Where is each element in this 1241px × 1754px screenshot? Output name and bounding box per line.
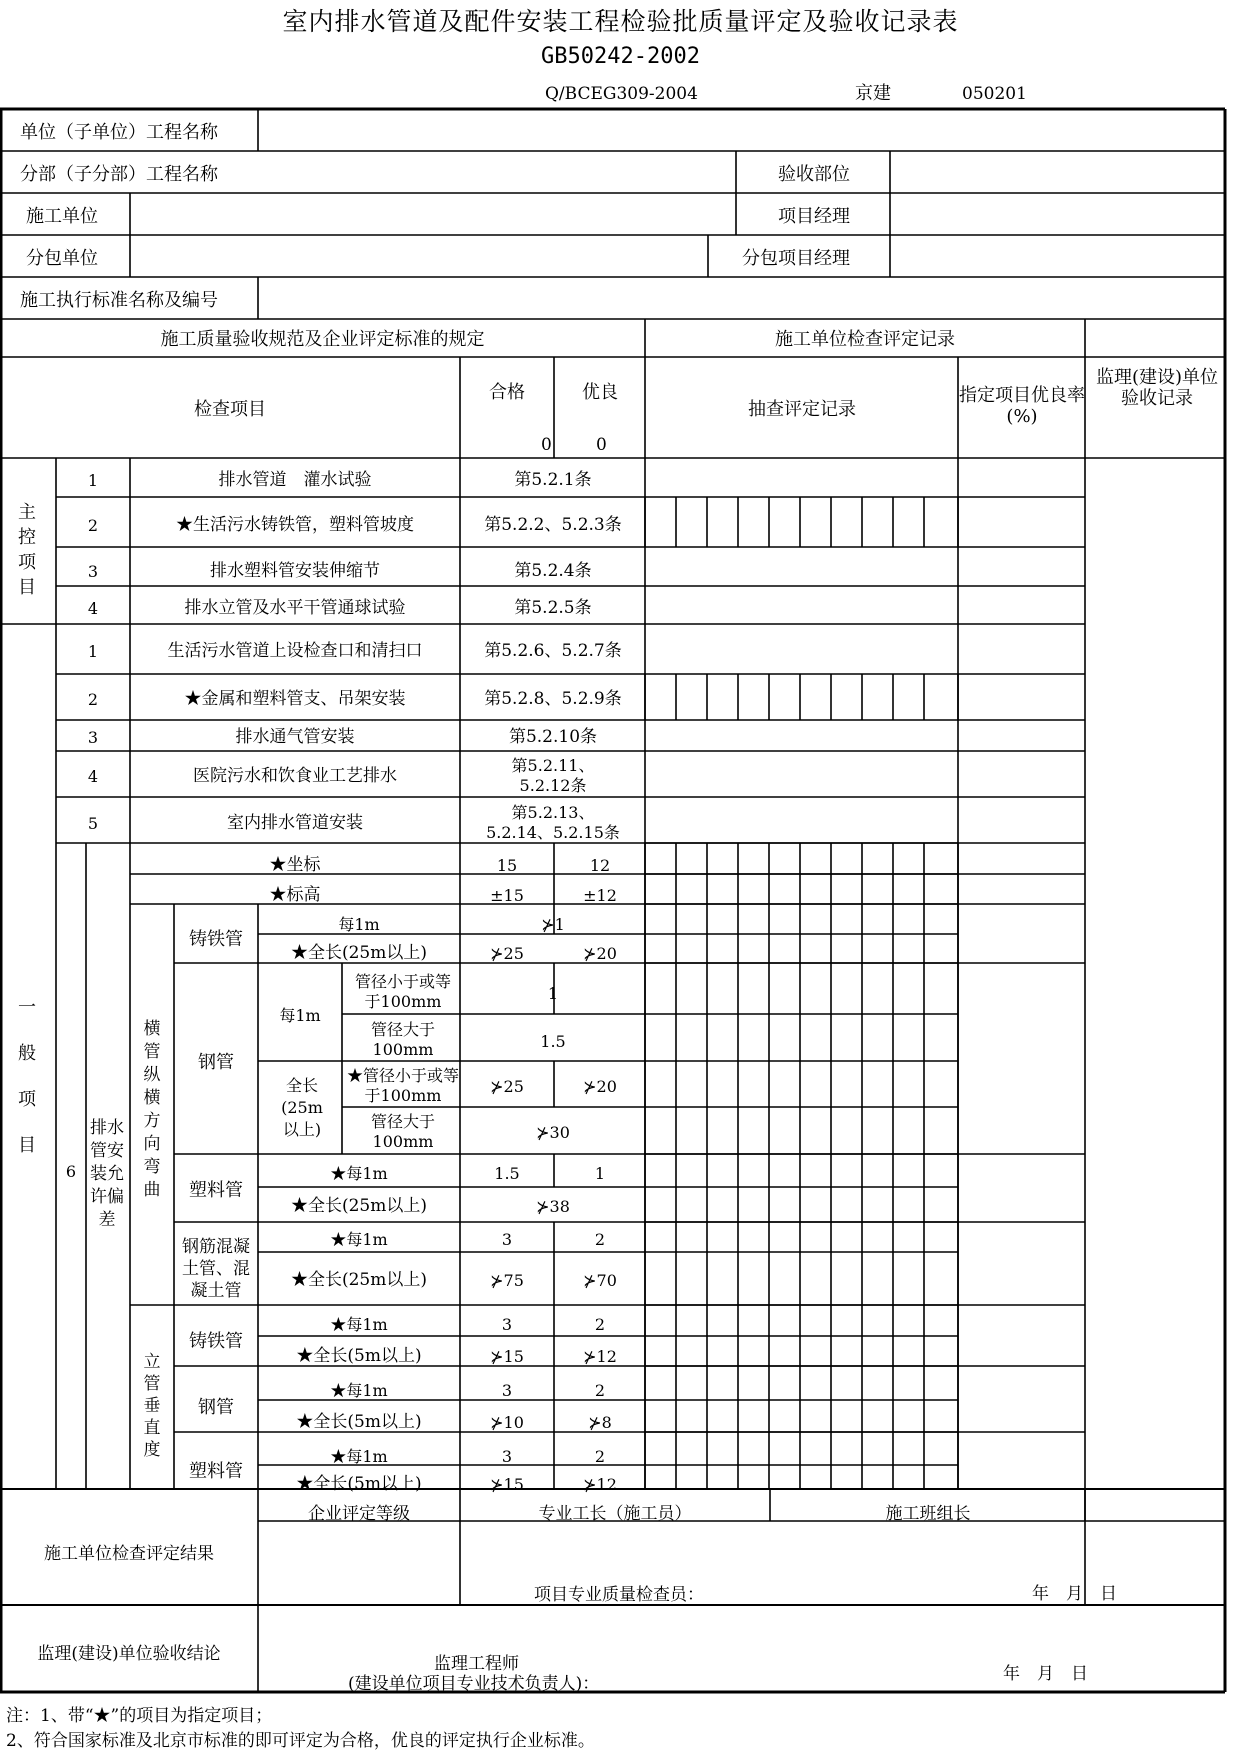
mc-row-2-item: ★生活污水铸铁管，塑料管坡度 (176, 515, 414, 535)
mc-row-4-no: 4 (87, 599, 99, 618)
h-concrete-label: 钢筋混凝土管、混凝土管 (182, 1237, 250, 1301)
v-ci-full-item: ★全长(5m以上) (296, 1346, 422, 1366)
national-standard: GB50242-2002 (541, 44, 700, 69)
mc-row-1-no: 1 (87, 471, 99, 490)
mc-row-4-item: 排水立管及水平干管通球试验 (184, 598, 406, 618)
excellent-rate-header: 指定项目优良率(%) (959, 385, 1085, 427)
region-label: 京建 (855, 83, 891, 104)
h-pl-per1m-q: 1.5 (494, 1164, 520, 1183)
construction-unit-label: 施工单位 (26, 206, 98, 227)
v-pl-per1m-q: 3 (501, 1447, 513, 1466)
main-control-label: 主控项目 (18, 502, 36, 598)
v-ci-per1m-item: ★每1m (330, 1315, 388, 1334)
v-pl-full-q: ⊁15 (490, 1475, 524, 1494)
check-item-header: 检查项目 (194, 399, 266, 420)
h-pl-per1m-e: 1 (594, 1164, 606, 1183)
coord-q: 15 (496, 856, 518, 875)
engineer-sub-label: (建设单位项目专业技术负责人)： (348, 1674, 600, 1694)
unit-name-label: 单位（子单位）工程名称 (20, 122, 218, 143)
h-pl-full-val: ⊁38 (536, 1197, 570, 1216)
gen-row-1-no: 1 (87, 642, 99, 661)
h-steel-d-small-val: 1 (547, 984, 559, 1003)
v-ci-per1m-e: 2 (594, 1315, 606, 1334)
elev-q: ±15 (490, 886, 524, 905)
mc-row-2-no: 2 (87, 516, 99, 535)
acceptance-part-label: 验收部位 (778, 164, 850, 185)
h-steel-d-small: 管径小于或等于100mm (354, 972, 451, 1011)
coord-item: ★坐标 (269, 855, 321, 875)
h-pl-per1m-item: ★每1m (330, 1164, 388, 1183)
general-label: 一般项目 (18, 997, 36, 1156)
v-cast-iron-label: 铸铁管 (189, 1331, 243, 1352)
h-ci-full-q: ⊁25 (490, 944, 524, 963)
deviation-group-label: 排水管安装允许偏差 (90, 1118, 124, 1230)
horizontal-bend-label: 横管纵横方向弯曲 (143, 1019, 161, 1200)
h-steel-per1m: 每1m (279, 1006, 321, 1025)
gen-row-4-no: 4 (87, 767, 99, 786)
v-ci-per1m-q: 3 (501, 1315, 513, 1334)
h-cc-full-e: ⊁70 (583, 1271, 617, 1290)
gen-row-3-item: 排水通气管安装 (235, 727, 355, 747)
spec-header: 施工质量验收规范及企业评定标准的规定 (160, 329, 485, 350)
mc-row-3-no: 3 (87, 562, 99, 581)
h-steel-full-large-val: ⊁30 (536, 1123, 570, 1142)
v-pl-per1m-e: 2 (594, 1447, 606, 1466)
h-steel-full-small-e: ⊁20 (583, 1077, 617, 1096)
gen-row-2-clause: 第5.2.8、5.2.9条 (484, 689, 622, 709)
h-steel-d-large: 管径大于100mm (370, 1020, 435, 1059)
elev-item: ★标高 (269, 885, 321, 905)
team-leader-label: 施工班组长 (885, 1504, 971, 1524)
v-st-per1m-e: 2 (594, 1381, 606, 1400)
engineer-label: 监理工程师 (434, 1654, 519, 1674)
inspector-label: 项目专业质量检查员： (534, 1585, 704, 1605)
gen-row-4-item: 医院污水和饮食业工艺排水 (193, 766, 397, 786)
gen-row-1-item: 生活污水管道上设检查口和清扫口 (167, 641, 423, 661)
gen-row-3-no: 3 (87, 728, 99, 747)
note-2: 2、符合国家标准及北京市标准的即可评定为合格，优良的评定执行企业标准。 (6, 1731, 595, 1751)
h-cc-per1m-q: 3 (501, 1230, 513, 1249)
coord-e: 12 (589, 856, 611, 875)
note-1: 注：1、带“★”的项目为指定项目； (6, 1706, 273, 1726)
gen-row-5-item: 室内排水管道安装 (227, 813, 363, 833)
vertical-label: 立管垂直度 (143, 1352, 161, 1460)
gen-row-2-item: ★金属和塑料管支、吊架安装 (184, 689, 406, 709)
supervision-result-label: 监理(建设)单位验收结论 (37, 1644, 221, 1664)
h-cc-full-item: ★全长(25m以上) (290, 1270, 428, 1290)
h-steel-label: 钢管 (198, 1052, 234, 1073)
subdivision-label: 分部（子分部）工程名称 (20, 164, 218, 185)
h-ci-full-item: ★全长(25m以上) (290, 943, 428, 963)
v-st-per1m-q: 3 (501, 1381, 513, 1400)
h-steel-full-small: ★管径小于或等于100mm (346, 1066, 459, 1105)
h-plastic-label: 塑料管 (189, 1180, 243, 1201)
foreman-label: 专业工长（施工员） (538, 1504, 692, 1524)
gen-row-1-clause: 第5.2.6、5.2.7条 (484, 641, 622, 661)
gen-row-5-no: 5 (87, 814, 99, 833)
v-st-full-q: ⊁10 (490, 1413, 524, 1432)
supervision-header: 监理(建设)单位验收记录 (1095, 367, 1219, 409)
v-st-full-item: ★全长(5m以上) (296, 1412, 422, 1432)
h-cc-full-q: ⊁75 (490, 1271, 524, 1290)
qualified-header: 合格 (489, 382, 525, 403)
elev-e: ±12 (583, 886, 617, 905)
gen-row-4-clause-1: 第5.2.11、 (511, 756, 595, 775)
h-ci-per1m-item: 每1m (338, 915, 380, 934)
mc-row-1-clause: 第5.2.1条 (514, 470, 592, 490)
h-steel-full-small-q: ⊁25 (490, 1077, 524, 1096)
excellent-header: 优良 (582, 382, 618, 403)
gen-row-5-clause-1: 第5.2.13、 (511, 803, 595, 822)
h-pl-full-item: ★全长(25m以上) (290, 1196, 428, 1216)
gen-row-6-no: 6 (65, 1162, 77, 1181)
record-header: 施工单位检查评定记录 (775, 329, 955, 350)
sub-pm-label: 分包项目经理 (742, 248, 850, 269)
mc-row-1-item: 排水管道 灌水试验 (218, 470, 372, 490)
h-ci-full-e: ⊁20 (583, 944, 617, 963)
v-pl-per1m-item: ★每1m (330, 1447, 388, 1466)
inspection-date: 年 月 日 (1032, 1584, 1117, 1604)
v-pl-full-e: ⊁12 (583, 1475, 617, 1494)
gen-row-3-clause: 第5.2.10条 (508, 727, 598, 747)
v-st-per1m-item: ★每1m (330, 1381, 388, 1400)
h-steel-full: 全长(25m以上) (281, 1076, 323, 1139)
h-ci-per1m-val: ⊁1 (541, 915, 565, 934)
mc-row-2-clause: 第5.2.2、5.2.3条 (484, 515, 622, 535)
sample-record-header: 抽查评定记录 (748, 399, 856, 420)
company-standard: Q/BCEG309-2004 (545, 84, 698, 104)
mc-row-3-clause: 第5.2.4条 (514, 561, 592, 581)
project-manager-label: 项目经理 (778, 206, 850, 227)
excellent-value: 0 (596, 435, 607, 455)
v-pl-full-item: ★全长(5m以上) (296, 1474, 422, 1494)
h-steel-d-large-val: 1.5 (540, 1032, 566, 1051)
h-cc-per1m-item: ★每1m (330, 1230, 388, 1249)
form-code: 050201 (962, 84, 1027, 104)
h-cast-iron-label: 铸铁管 (189, 929, 243, 950)
v-ci-full-q: ⊁15 (490, 1347, 524, 1366)
mc-row-3-item: 排水塑料管安装伸缩节 (210, 561, 380, 581)
v-plastic-label: 塑料管 (189, 1461, 243, 1482)
gen-row-4-clause-2: 5.2.12条 (519, 776, 587, 795)
mc-row-4-clause: 第5.2.5条 (514, 598, 592, 618)
supervision-date: 年 月 日 (1003, 1664, 1088, 1684)
execution-standard-label: 施工执行标准名称及编号 (20, 290, 218, 311)
gen-row-2-no: 2 (87, 690, 99, 709)
v-steel-label: 钢管 (198, 1397, 234, 1418)
subcontractor-label: 分包单位 (26, 248, 98, 269)
enterprise-grade-label: 企业评定等级 (308, 1504, 410, 1524)
qualified-value: 0 (541, 435, 552, 455)
h-cc-per1m-e: 2 (594, 1230, 606, 1249)
v-ci-full-e: ⊁12 (583, 1347, 617, 1366)
gen-row-5-clause-2: 5.2.14、5.2.15条 (486, 823, 620, 842)
construction-result-label: 施工单位检查评定结果 (44, 1544, 214, 1564)
page-title: 室内排水管道及配件安装工程检验批质量评定及验收记录表 (282, 7, 959, 36)
h-steel-full-large: 管径大于100mm (370, 1112, 435, 1151)
v-st-full-e: ⊁8 (588, 1413, 612, 1432)
